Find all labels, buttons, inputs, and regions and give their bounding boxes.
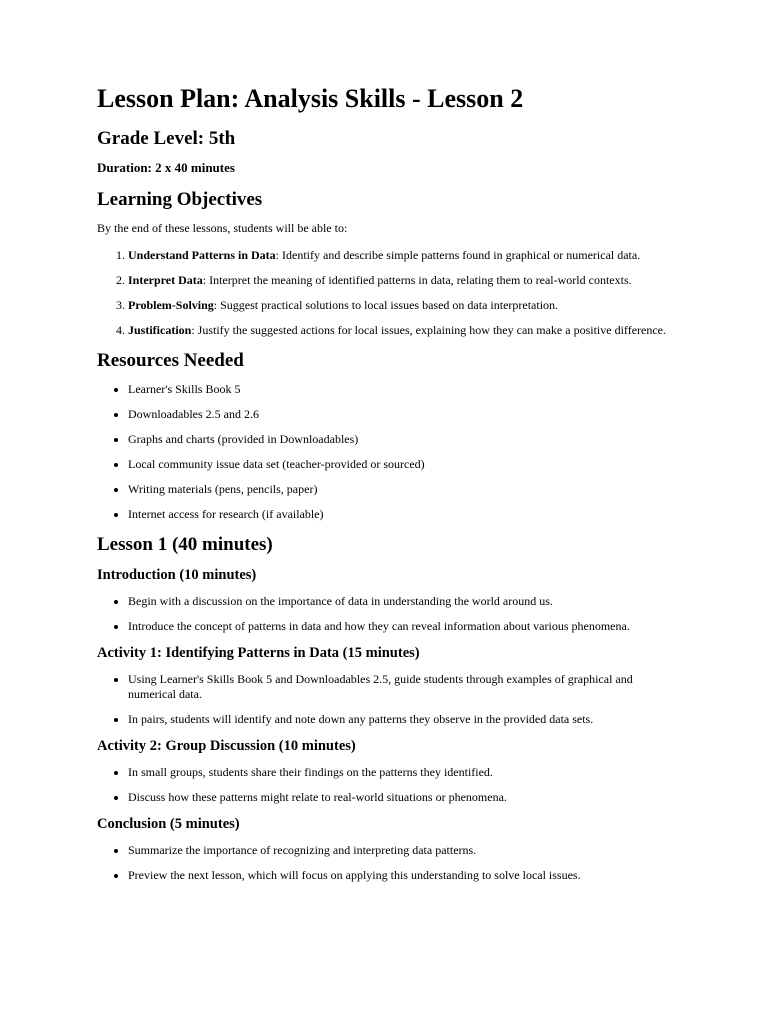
introduction-heading: Introduction (10 minutes) xyxy=(97,567,257,583)
objective-term: Problem-Solving xyxy=(128,298,214,312)
duration-text: Duration: 2 x 40 minutes xyxy=(97,160,235,175)
learning-objectives-heading: Learning Objectives xyxy=(97,189,263,210)
resources-list xyxy=(97,382,672,522)
list-item: • In pairs, students will identify and note down any patterns they observe in the provided data sets. xyxy=(128,712,672,727)
resource-item: • Graphs and charts (provided in Downloadables) xyxy=(128,432,672,447)
learning-objectives-list xyxy=(97,248,672,338)
objective-item xyxy=(128,323,672,338)
list-item: • In small groups, students share their findings on the patterns they identified. xyxy=(128,765,672,780)
resource-item: • Internet access for research (if available) xyxy=(128,507,672,522)
objective-item xyxy=(128,298,672,313)
activity1-heading: Activity 1: Identifying Patterns in Data (15 minutes) xyxy=(97,645,420,661)
objective-text: : Suggest practical solutions to local issues based on data interpretation. xyxy=(213,298,559,312)
activity2-heading: Activity 2: Group Discussion (10 minutes) xyxy=(97,738,356,754)
objective-term: Justification xyxy=(128,323,192,337)
resource-item: • Learner's Skills Book 5 xyxy=(128,382,672,397)
conclusion-list xyxy=(97,843,672,883)
list-item: • Using Learner's Skills Book 5 and Downloadables 2.5, guide students through examples of graphical and numerical data. xyxy=(128,672,672,702)
learning-objectives-intro: By the end of these lessons, students will be able to: xyxy=(97,221,348,235)
list-item: • Introduce the concept of patterns in data and how they can reveal information about various phenomena. xyxy=(128,619,672,634)
list-item: • Begin with a discussion on the importance of data in understanding the world around us. xyxy=(128,594,672,609)
objective-text: : Identify and describe simple patterns found in graphical or numerical data. xyxy=(275,248,641,262)
objective-term: Interpret Data xyxy=(128,273,203,287)
list-item: • Discuss how these patterns might relate to real-world situations or phenomena. xyxy=(128,790,672,805)
resource-item: • Writing materials (pens, pencils, paper) xyxy=(128,482,672,497)
objective-text: : Justify the suggested actions for local issues, explaining how they can make a positive difference. xyxy=(191,323,666,337)
lesson1-heading: Lesson 1 (40 minutes) xyxy=(97,534,273,555)
resource-item: • Downloadables 2.5 and 2.6 xyxy=(128,407,672,422)
resource-item: • Local community issue data set (teacher-provided or sourced) xyxy=(128,457,672,472)
activity2-list xyxy=(97,765,672,805)
introduction-list xyxy=(97,594,672,634)
list-item: • Summarize the importance of recognizing and interpreting data patterns. xyxy=(128,843,672,858)
objective-item xyxy=(128,273,672,288)
activity1-list xyxy=(97,672,672,727)
page-title: Lesson Plan: Analysis Skills - Lesson 2 xyxy=(97,84,524,113)
conclusion-heading: Conclusion (5 minutes) xyxy=(97,816,240,832)
objective-text: : Interpret the meaning of identified patterns in data, relating them to real-world contexts. xyxy=(202,273,632,287)
list-item: • Preview the next lesson, which will focus on applying this understanding to solve local issues. xyxy=(128,868,672,883)
grade-level-heading: Grade Level: 5th xyxy=(97,128,236,149)
resources-heading: Resources Needed xyxy=(97,350,244,371)
objective-item xyxy=(128,248,672,263)
objective-term: Understand Patterns in Data xyxy=(128,248,276,262)
